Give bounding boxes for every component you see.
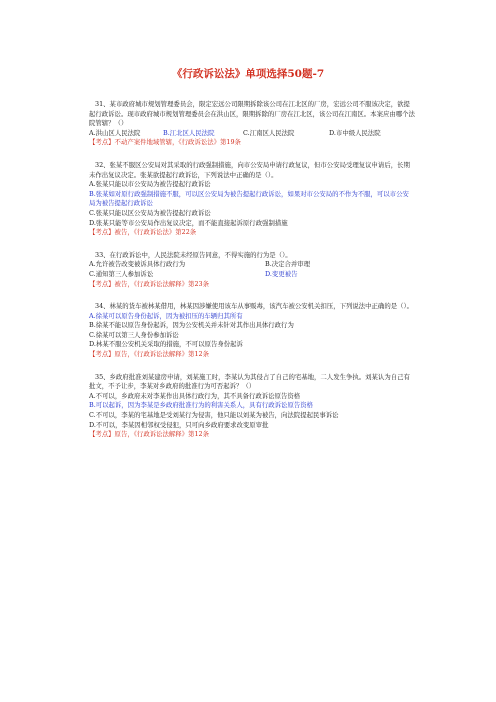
option-c: C.通知第三人参加诉讼 <box>89 269 154 278</box>
answer-note: 【考点】不动产案件地域管辖，《行政诉讼法》第19条 <box>89 138 241 147</box>
option-d: D.市中级人民法院 <box>329 128 381 137</box>
option-a: A.不可以，乡政府未对李某作出具体行政行为，其不具备行政诉讼原告资格 <box>89 391 301 400</box>
option-a: A.张某只能以市公安局为被告提起行政诉讼 <box>89 180 211 189</box>
option-a: A.洪山区人民法院 <box>89 128 141 137</box>
answer-note: 【考点】被告，《行政诉讼法解释》第23条 <box>89 279 209 288</box>
option-b: B.江北区人民法院 <box>163 128 215 137</box>
question-31 <box>89 100 415 148</box>
question-32 <box>89 161 415 238</box>
question-stem: 34、林某的货车被林某借用，林某因涉嫌使用该车从事贩毒，该汽车被公安机关扣压，下列说法中正确的是（）。 <box>95 302 414 311</box>
answer-note: 【考点】原告，《行政诉讼法解释》第12条 <box>89 430 209 439</box>
option-c: C.徐某可以第三人身份参加诉讼 <box>89 330 179 339</box>
question-33 <box>89 251 415 289</box>
option-a: A.允许被告改变被诉具体行政行为 <box>89 260 186 269</box>
question-stem: 31、某市政府城市规划管理委员会，限定宏远公司限期拆除该公司在江北区的厂房，宏远公司不服该决定，欲提起行政诉讼。现市政府城市规划管理委员会在洪山区，限期拆除的厂房在江北区，该公司在江南区。本案应由哪个法院管辖？（） <box>89 100 415 128</box>
question-list <box>89 100 415 453</box>
answer-note: 【考点】原告，《行政诉讼法解释》第12条 <box>89 350 209 359</box>
option-b: B.决定合并审理 <box>265 260 311 269</box>
answer-note: 【考点】被告，《行政诉讼法》第22条 <box>89 228 197 237</box>
option-c: C.不可以，李某的宅基地是受刘某行为侵害，他只能以刘某为被告，向法院提起民事诉讼 <box>89 411 339 420</box>
option-d: D.张某只能等市公安局作出复议决定，而不能直接起诉原行政强制措施 <box>89 218 288 227</box>
options-row <box>89 129 415 139</box>
question-34 <box>89 302 415 360</box>
option-b: B.可以起诉，因为李某是乡政府批准行为的利害关系人，具有行政诉讼原告资格 <box>89 401 314 410</box>
question-stem: 33、在行政诉讼中，人民法院未经原告同意，不得实施的行为是（）。 <box>95 250 292 259</box>
page-title: 《行政诉讼法》单项选择50题-7 <box>171 68 325 80</box>
options-grid <box>89 260 415 279</box>
option-a: A.徐某可以原告身份起诉，因为被扣压的车辆归其所有 <box>89 311 243 320</box>
question-stem: 35、乡政府批准刘某建房申请，刘某施工时，李某认为其侵占了自己的宅基地，二人发生争执。刘某认为自己有批文，不予让步，李某对乡政府的批准行为可否起诉？（） <box>89 372 410 391</box>
option-c: C.江南区人民法院 <box>243 128 295 137</box>
option-d: D.变更被告 <box>265 269 298 278</box>
option-c: C.张某只能以区公安局为被告提起行政诉讼 <box>89 208 211 217</box>
option-d: D.林某不服公安机关采取的措施，不可以原告身份起诉 <box>89 340 243 349</box>
option-b: B.徐某不能以原告身份起诉，因为公安机关并未针对其作出具体行政行为 <box>89 321 294 330</box>
question-35 <box>89 373 415 440</box>
option-d: D.不可以，李某因相邻权受侵犯，只可向乡政府要求改变原审批 <box>89 420 269 429</box>
question-stem: 32、张某不服区公安局对其采取的行政强制措施，向市公安局申请行政复议，但市公安局受理复议申请后，长期未作出复议决定。张某欲提起行政诉讼，下列说法中正确的是（）。 <box>89 160 410 179</box>
option-b: B.张某如对原行政强制措施不服，可以区公安局为被告提起行政诉讼，如果对市公安局的不作为不服，可以市公安局为被告提起行政诉讼 <box>89 189 409 208</box>
